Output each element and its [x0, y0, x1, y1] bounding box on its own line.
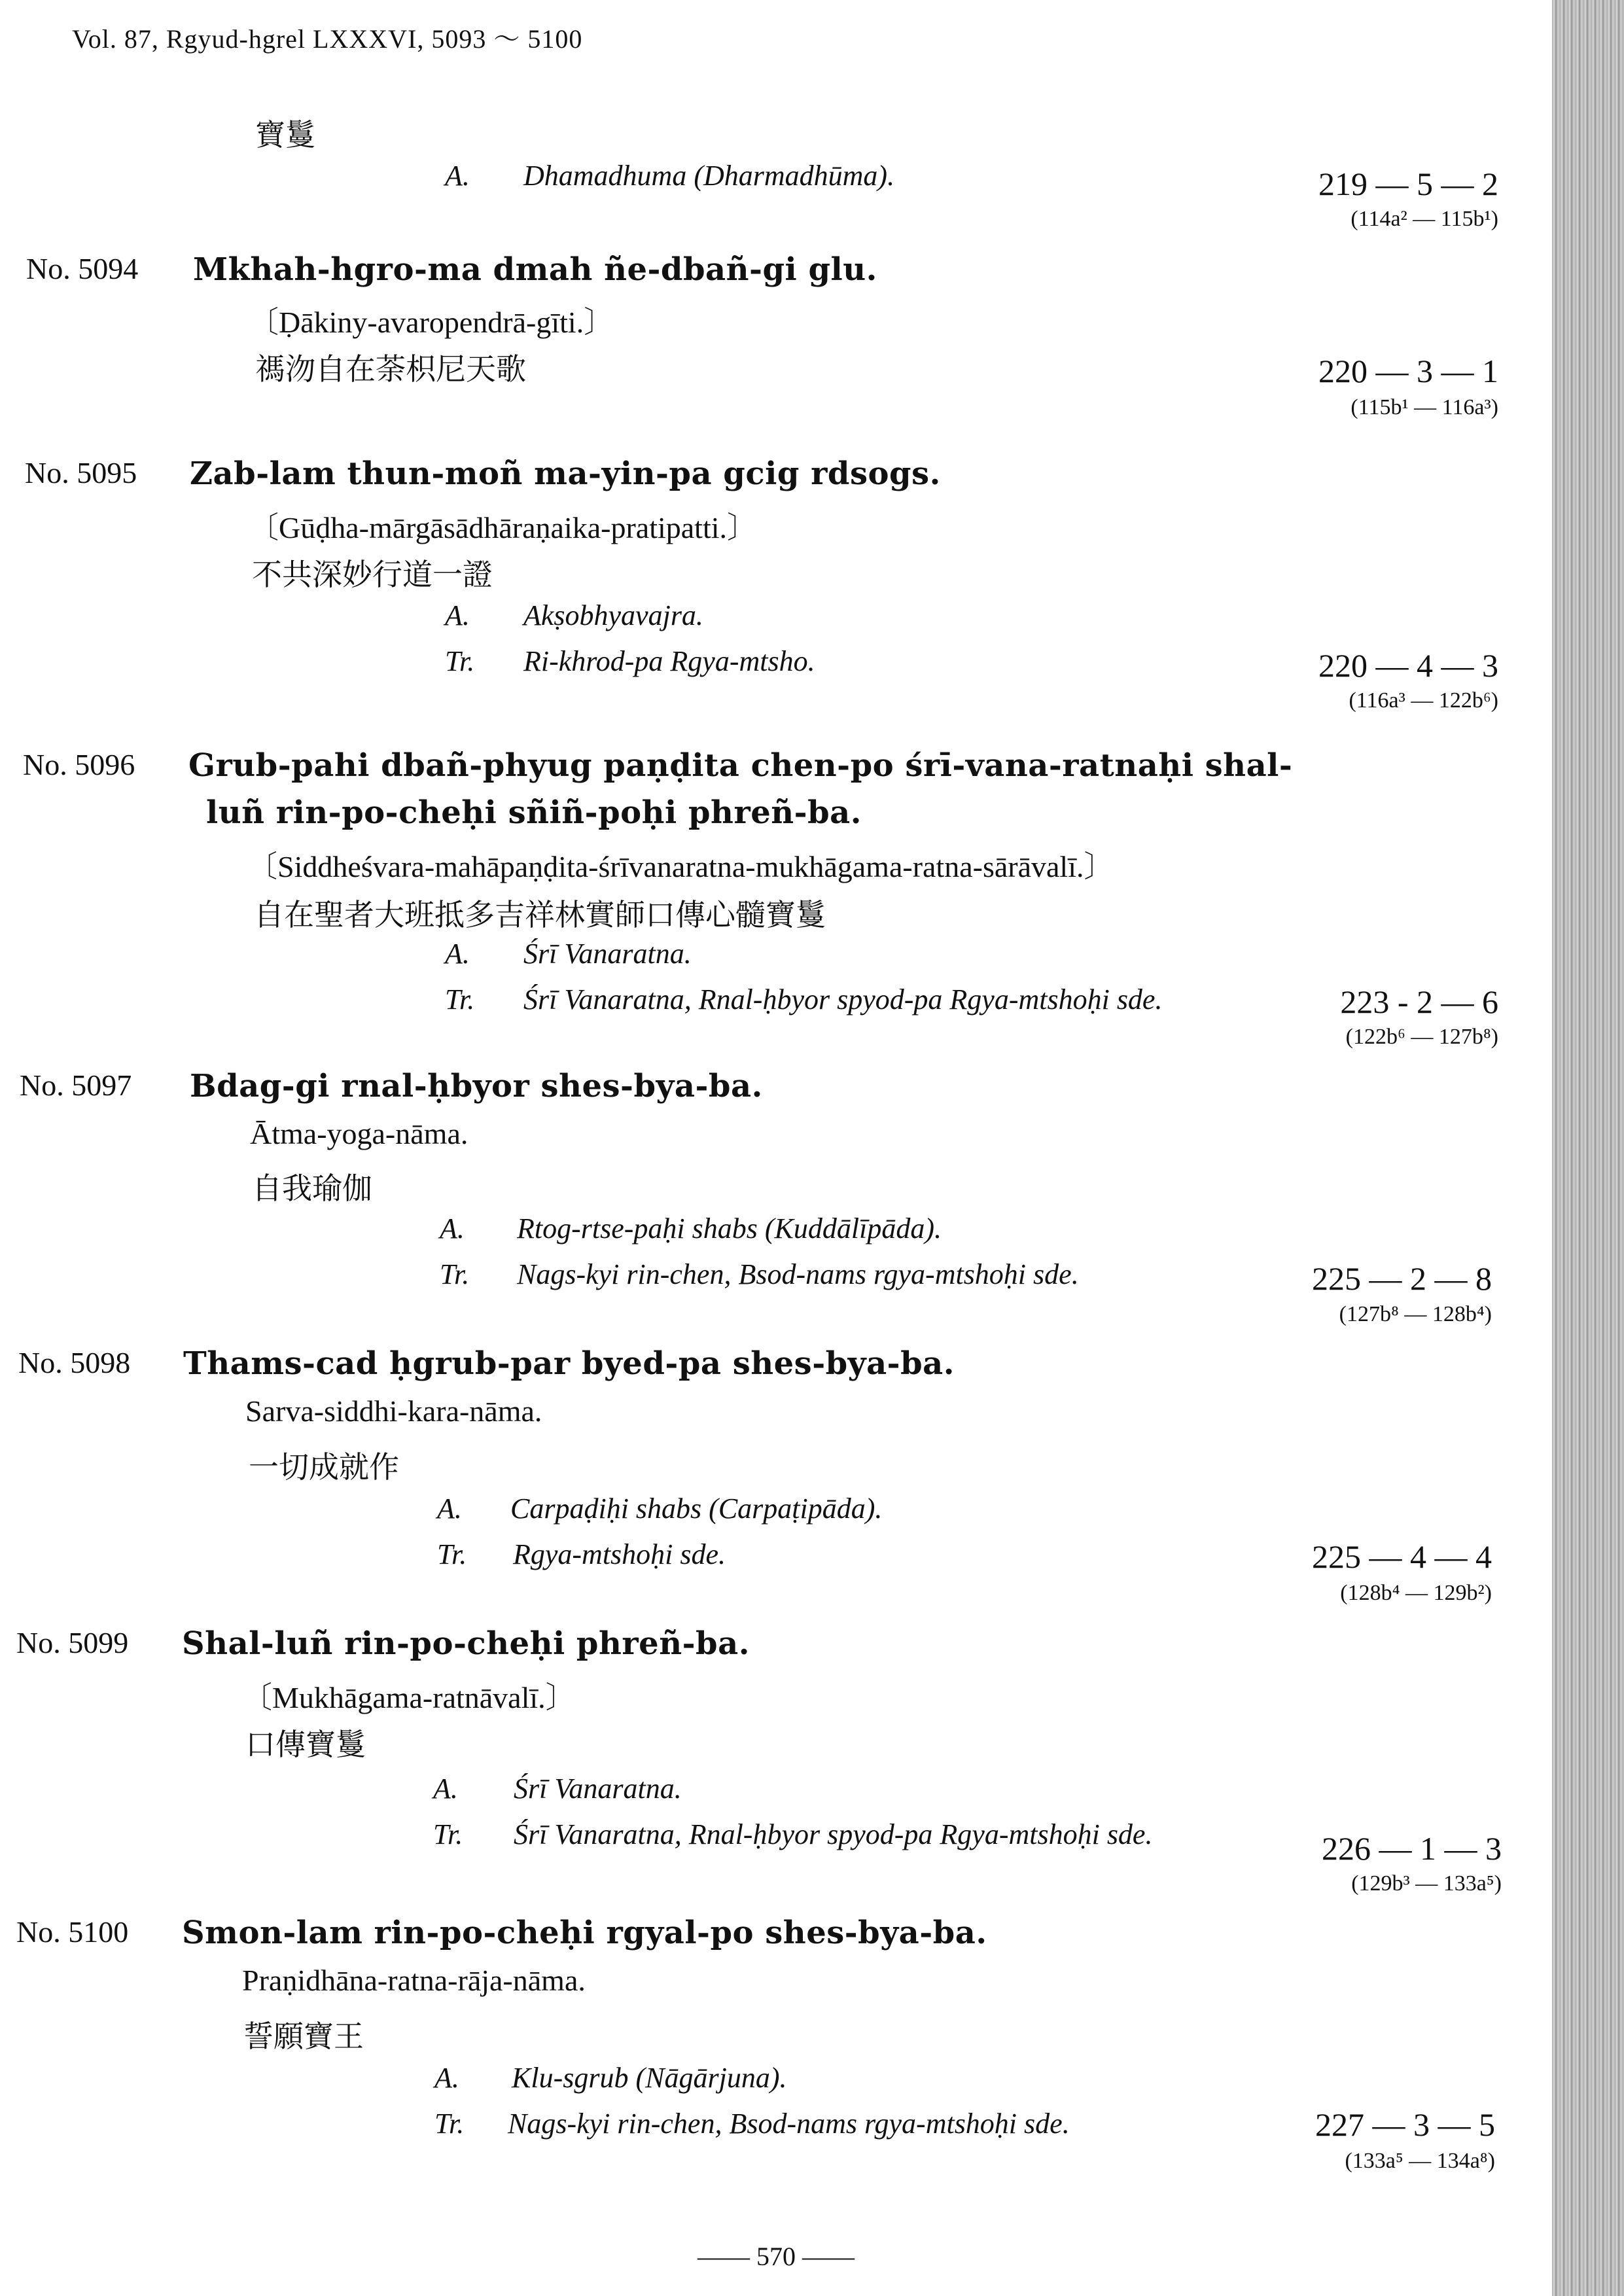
entry-number: No. 5097 — [20, 1069, 132, 1102]
entry-title-line1: Grub-pahi dbañ-phyug paṇḍita chen-po śrī-vana-ratnaḥi shal- — [188, 747, 1293, 784]
entry-folio: (129b³ — 133a⁵) — [1351, 1871, 1502, 1896]
entry-number: No. 5100 — [16, 1915, 129, 1949]
translator-name: Rgya-mtshoḥi sde. — [513, 1538, 726, 1570]
entry-chinese: 誓願寶王 — [243, 2019, 364, 2054]
author-name: Carpaḍiḥi shabs (Carpaṭipāda). — [510, 1492, 883, 1525]
entry-sanskrit: 〔Gūḍha-mārgāsādhāraṇaika-pratipatti.〕 — [249, 511, 758, 544]
author-role: A. — [437, 1492, 462, 1525]
entry-ref: 220 — 4 — 3 — [1318, 647, 1498, 684]
entry-folio: (128b⁴ — 129b²) — [1340, 1581, 1492, 1605]
translator-name: Ri-khrod-pa Rgya-mtsho. — [523, 645, 815, 677]
author-name: Akṣobhyavajra. — [523, 599, 703, 631]
translator-role: Tr. — [433, 1818, 463, 1850]
translator-name: Nags-kyi rin-chen, Bsod-nams rgya-mtshoḥi sde. — [517, 1258, 1079, 1290]
entry-title: Thams-cad ḥgrub-par byed-pa shes-bya-ba. — [183, 1345, 955, 1382]
entry-title: Mkhah-hgro-ma dmah ñe-dbañ-gi glu. — [193, 251, 877, 288]
author-name: Śrī Vanaratna. — [523, 938, 692, 970]
author-name: Klu-sgrub (Nāgārjuna). — [512, 2062, 787, 2094]
entry-chinese: 自我瑜伽 — [252, 1171, 372, 1206]
scanned-page-edge — [1552, 0, 1624, 2296]
carryover-chinese-title: 寶鬘 — [255, 117, 315, 152]
entry-ref: 227 — 3 — 5 — [1315, 2106, 1495, 2143]
entry-title: Zab-lam thun-moñ ma-yin-pa gcig rdsogs. — [190, 455, 941, 492]
entry-chinese: 不共深妙行道一證 — [252, 557, 493, 592]
entry-title: Bdag-gi rnal-ḥbyor shes-bya-ba. — [190, 1068, 763, 1104]
author-role: A. — [440, 1212, 465, 1245]
entry-ref: 220 — 3 — 1 — [1318, 353, 1498, 389]
entry-number: No. 5098 — [18, 1346, 131, 1379]
carryover-ref: 219 — 5 — 2 — [1318, 166, 1498, 202]
entry-sanskrit: Praṇidhāna-ratna-rāja-nāma. — [242, 1964, 586, 1997]
footer-rule-right: —— — [802, 2242, 855, 2271]
carryover-author: Dhamadhuma (Dharmadhūma). — [523, 160, 895, 192]
entry-title-line2: luñ rin-po-cheḥi sñiñ-poḥi phreñ-ba. — [206, 794, 862, 831]
entry-sanskrit: Ātma-yoga-nāma. — [250, 1117, 468, 1150]
entry-folio: (122b⁶ — 127b⁸) — [1345, 1025, 1498, 1049]
entry-chinese: 禡沕自在荼枳尼天歌 — [255, 351, 526, 387]
author-role: A. — [434, 2062, 459, 2094]
entry-sanskrit: 〔Ḍākiny-avaropendrā-gīti.〕 — [249, 306, 614, 339]
running-header: Vol. 87, Rgyud-hgrel LXXXVI, 5093 ～ 5100 — [72, 24, 583, 54]
carryover-author-role: A. — [445, 160, 470, 192]
footer-rule-left: —— — [697, 2242, 750, 2271]
translator-name: Śrī Vanaratna, Rnal-ḥbyor spyod-pa Rgya-mtshoḥi sde. — [514, 1818, 1153, 1850]
author-role: A. — [445, 599, 470, 631]
author-name: Rtog-rtse-paḥi shabs (Kuddālīpāda). — [517, 1212, 942, 1245]
entry-sanskrit: 〔Mukhāgama-ratnāvalī.〕 — [242, 1681, 576, 1714]
translator-name: Nags-kyi rin-chen, Bsod-nams rgya-mtshoḥi sde. — [508, 2108, 1070, 2140]
translator-name: Śrī Vanaratna, Rnal-ḥbyor spyod-pa Rgya-mtshoḥi sde. — [523, 983, 1163, 1016]
entry-folio: (116a³ — 122b⁶) — [1349, 688, 1498, 713]
entry-title: Smon-lam rin-po-cheḥi rgyal-po shes-bya-ba. — [182, 1915, 987, 1951]
entry-folio: (133a⁵ — 134a⁸) — [1345, 2149, 1495, 2173]
entry-chinese: 一切成就作 — [249, 1449, 399, 1485]
entry-folio: (127b⁸ — 128b⁴) — [1339, 1302, 1492, 1326]
translator-role: Tr. — [437, 1538, 467, 1570]
entry-sanskrit: Sarva-siddhi-kara-nāma. — [245, 1394, 542, 1428]
entry-chinese: 口傳寶鬘 — [245, 1727, 366, 1762]
entry-number: No. 5095 — [25, 456, 137, 489]
entry-number: No. 5096 — [23, 748, 135, 781]
author-role: A. — [445, 938, 470, 970]
carryover-folio: (114a² — 115b¹) — [1350, 207, 1498, 231]
entry-number: No. 5094 — [26, 252, 139, 285]
entry-ref: 223 - 2 — 6 — [1340, 983, 1498, 1020]
translator-role: Tr. — [440, 1258, 470, 1290]
page-number: 570 — [756, 2242, 796, 2271]
entry-folio: (115b¹ — 116a³) — [1350, 395, 1498, 419]
entry-ref: 225 — 4 — 4 — [1312, 1538, 1492, 1575]
entry-title: Shal-luñ rin-po-cheḥi phreñ-ba. — [182, 1625, 750, 1662]
author-role: A. — [433, 1773, 458, 1805]
translator-role: Tr. — [445, 983, 475, 1016]
translator-role: Tr. — [445, 645, 475, 677]
author-name: Śrī Vanaratna. — [514, 1773, 682, 1805]
page-number-footer — [0, 2241, 1552, 2272]
entry-sanskrit: 〔Siddheśvara-mahāpaṇḍita-śrīvanaratna-mukhāgama-ratna-sārāvalī.〕 — [247, 850, 1114, 883]
entry-ref: 226 — 1 — 3 — [1322, 1830, 1502, 1867]
translator-role: Tr. — [434, 2108, 465, 2140]
entry-number: No. 5099 — [16, 1626, 129, 1659]
entry-chinese: 自在聖者大班抵多吉祥林實師口傳心髓寶鬘 — [254, 897, 826, 932]
entry-ref: 225 — 2 — 8 — [1312, 1260, 1492, 1297]
